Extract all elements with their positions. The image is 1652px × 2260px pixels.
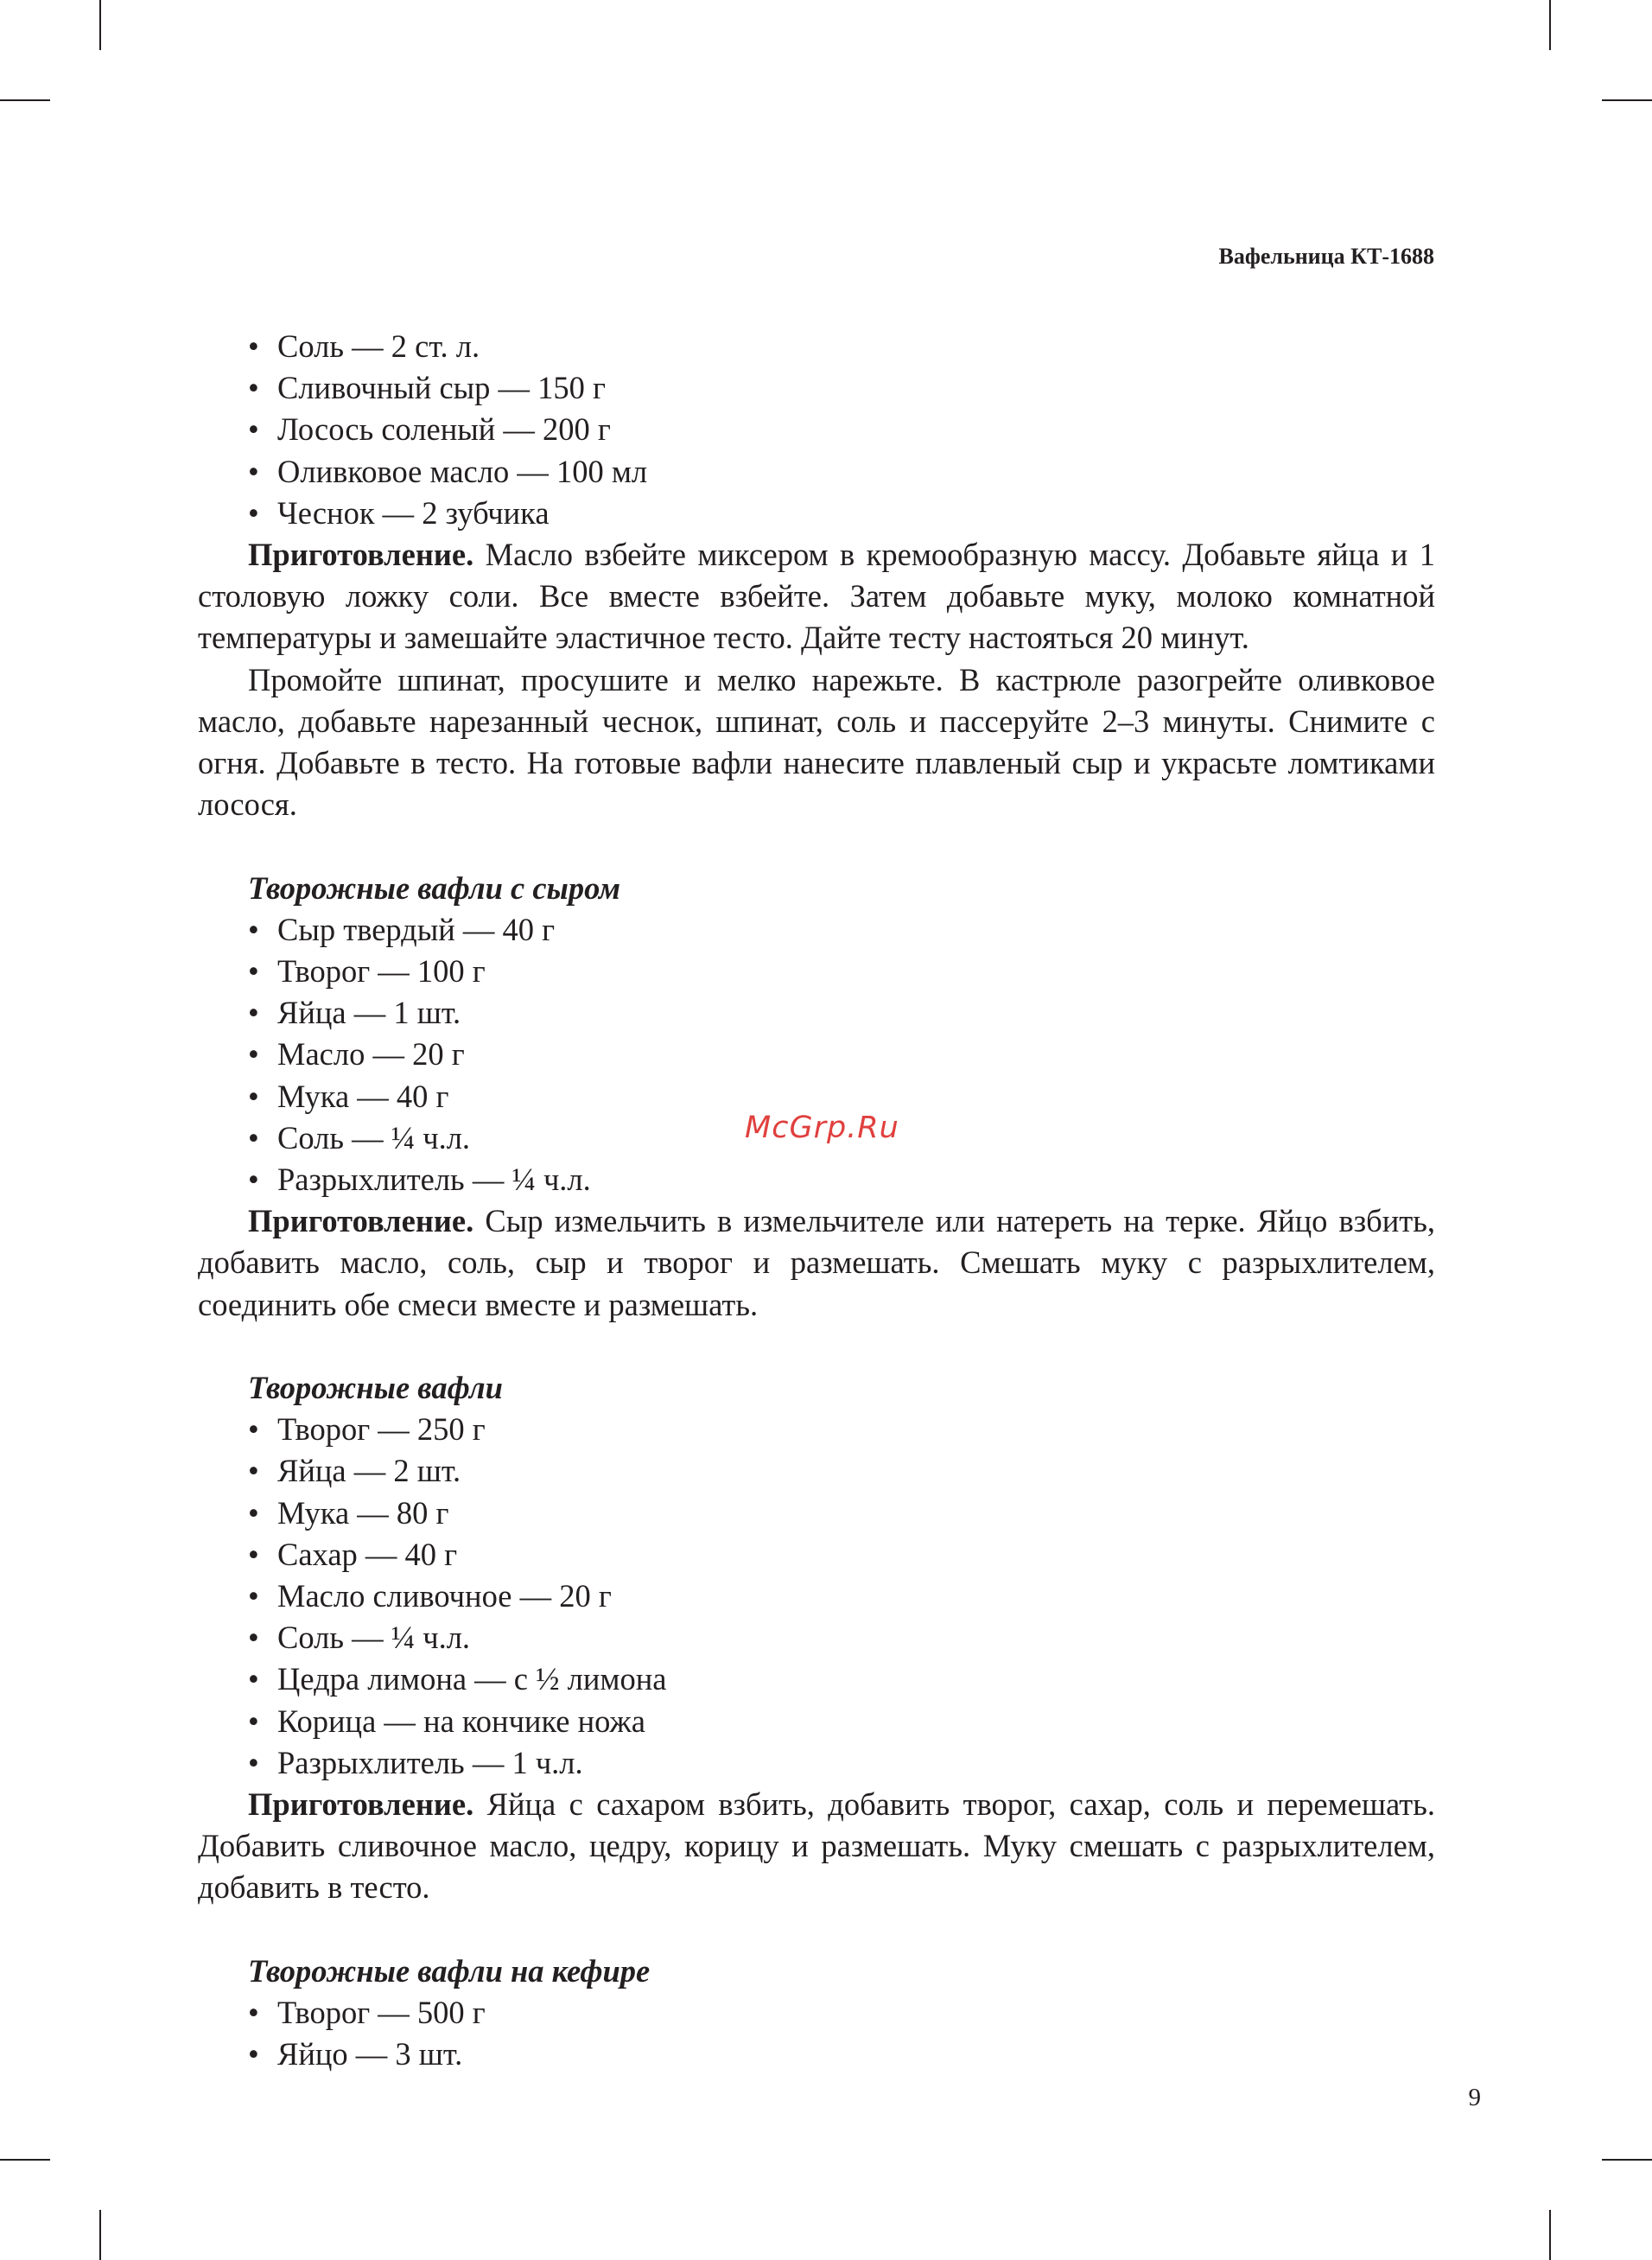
ingredient-list-intro — [198, 326, 1435, 534]
watermark: McGrp.Ru — [745, 1111, 899, 1145]
preparation-lead: Приготовление. — [248, 537, 474, 573]
list-item: • Соль — 2 ст. л. — [248, 326, 1435, 367]
list-item: • Соль — ¼ ч.л. — [248, 1117, 1435, 1159]
ingredient-list — [198, 909, 1435, 1200]
list-item: • Чеснок — 2 зубчика — [248, 493, 1435, 534]
list-item: • Мука — 40 г — [248, 1076, 1435, 1117]
preparation-lead: Приготовление. — [248, 1203, 474, 1239]
list-item: • Яйцо — 3 шт. — [248, 2034, 1435, 2075]
list-item: • Сыр твердый — 40 г — [248, 909, 1435, 951]
crop-mark — [1549, 2210, 1551, 2260]
list-item: • Лосось соленый — 200 г — [248, 409, 1435, 450]
list-item: • Сахар — 40 г — [248, 1534, 1435, 1576]
ingredient-list — [198, 1992, 1435, 2075]
preparation-text: Сыр измельчить в измельчителе или натереть на терке. Яйцо взбить, добавить масло, соль, сыр и творог и размешать. Смешать муку с разрыхлителем, соединить обе смеси вместе и размешать. — [198, 1203, 1435, 1322]
recipe-title: Творожные вафли на кефире — [248, 1952, 651, 1989]
running-header: Вафельница КТ-1688 — [1218, 244, 1434, 269]
crop-mark — [99, 0, 101, 50]
crop-mark — [1602, 99, 1652, 101]
crop-mark — [0, 99, 50, 101]
preparation-lead: Приготовление. — [248, 1786, 474, 1823]
list-item: • Соль — ¼ ч.л. — [248, 1617, 1435, 1658]
list-item: • Корица — на кончике ножа — [248, 1701, 1435, 1742]
list-item: • Разрыхлитель — ¼ ч.л. — [248, 1159, 1435, 1200]
list-item: • Мука — 80 г — [248, 1493, 1435, 1534]
crop-mark — [99, 2210, 101, 2260]
list-item: • Оливковое масло — 100 мл — [248, 451, 1435, 493]
list-item: • Масло сливочное — 20 г — [248, 1576, 1435, 1617]
list-item: • Цедра лимона — с ½ лимона — [248, 1658, 1435, 1700]
preparation-text: Масло взбейте миксером в кремообразную массу. Добавьте яйца и 1 столовую ложку соли. Все вместе взбейте. Затем добавьте муку, молоко комнатной температуры и замешайте эластичное тесто. Дайте тесту настояться 20 минут. — [198, 537, 1435, 656]
ingredient-list — [198, 1409, 1435, 1784]
list-item: • Творог — 500 г — [248, 1992, 1435, 2034]
page-number: 9 — [1468, 2084, 1481, 2111]
page-content — [198, 326, 1435, 2075]
crop-mark — [1602, 2159, 1652, 2161]
list-item: • Творог — 250 г — [248, 1409, 1435, 1450]
crop-mark — [1549, 0, 1551, 50]
list-item: • Яйца — 2 шт. — [248, 1450, 1435, 1492]
preparation-paragraph — [198, 659, 1435, 826]
list-item: • Разрыхлитель — 1 ч.л. — [248, 1742, 1435, 1784]
list-item: • Яйца — 1 шт. — [248, 992, 1435, 1034]
preparation-paragraph — [198, 1784, 1435, 1909]
preparation-paragraph — [198, 1200, 1435, 1326]
list-item: • Творог — 100 г — [248, 951, 1435, 992]
preparation-paragraph — [198, 534, 1435, 659]
list-item: • Масло — 20 г — [248, 1034, 1435, 1075]
preparation-text: Промойте шпинат, просушите и мелко нарежьте. В кастрюле разогрейте оливковое масло, добавьте нарезанный чеснок, шпинат, соль и пассеруйте 2–3 минуты. Снимите с огня. Добавьте в тесто. На готовые вафли нанесите плавленый сыр и украсьте ломтиками лосося. — [198, 661, 1435, 823]
preparation-text: Яйца с сахаром взбить, добавить творог, сахар, соль и перемешать. Добавить сливочное масло, цедру, корицу и размешать. Муку смешать с разрыхлителем, добавить в тесто. — [198, 1786, 1435, 1906]
recipe-title: Творожные вафли с сыром — [248, 869, 620, 906]
crop-mark — [0, 2159, 50, 2161]
list-item: • Сливочный сыр — 150 г — [248, 367, 1435, 409]
recipe-title: Творожные вафли — [248, 1370, 503, 1406]
